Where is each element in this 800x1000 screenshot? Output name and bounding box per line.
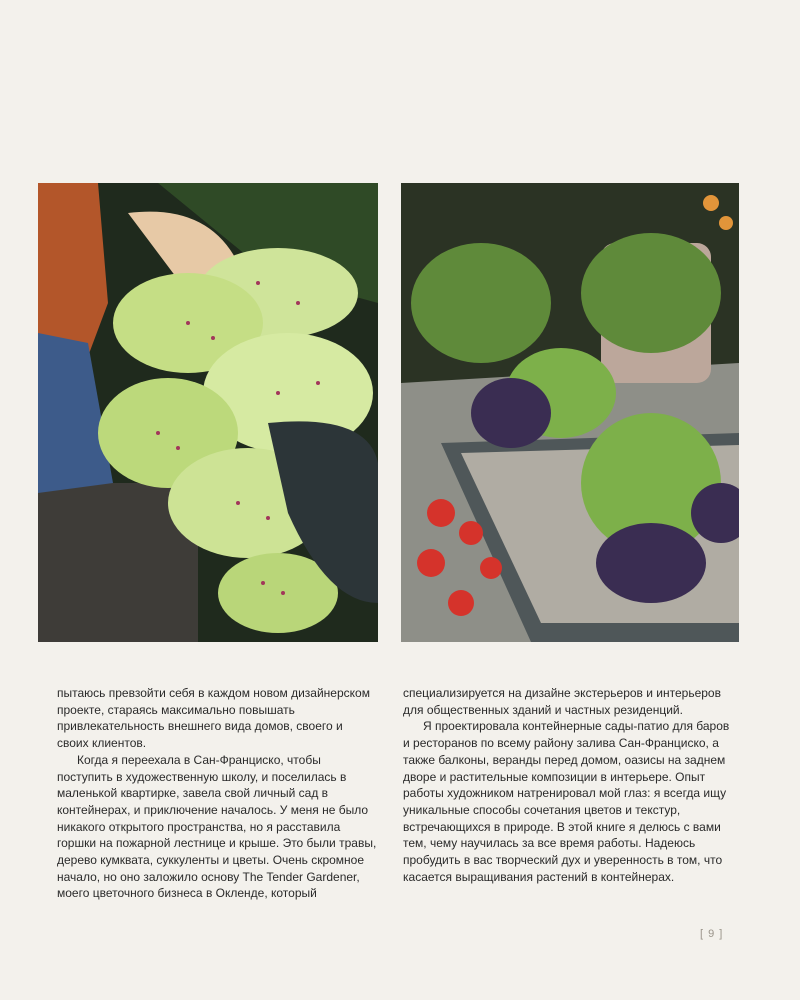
column-left xyxy=(57,685,377,902)
photo-caladium xyxy=(38,183,378,642)
paragraph: специализируется на дизайне экстерьеров и интерьеров для общественных зданий и частных резиденций. xyxy=(403,686,721,717)
paragraph: пытаюсь превзойти себя в каждом новом дизайнерском проекте, стараясь максимально повышать привлекательность внешнего вида домов, своего и своих клиентов. xyxy=(57,686,370,751)
caladium-leaves-icon xyxy=(38,183,378,642)
paragraph: Я проектировала контейнерные сады-патио для баров и ресторанов по всему району залива Сан-Франциско, а также балконы, веранды перед домом, оазисы на заднем дворе и растительные композиции в интерьере. Опыт работы художником натренировал мой глаз: я всегда ищу уникальные способы сочетания цветов и текстур, встречающихся в природе. В этой книге я делюсь с вами тем, чему научилась за все время работы. Надеюсь пробудить в вас творческий дух и уверенность в том, что касается выращивания растений в контейнерах. xyxy=(403,719,730,884)
column-right xyxy=(403,685,739,885)
page-number: [ 9 ] xyxy=(700,928,724,940)
container-garden-icon xyxy=(401,183,739,642)
paragraph: Когда я переехала в Сан-Франциско, чтобы поступить в художественную школу, и поселилась в маленькой квартирке, завела свой личный сад в контейнерах, и приключение началось. У меня не было никакого открытого пространства, но я расставила горшки на пожарной лестнице и крыше. Это были травы, дерево кумквата, суккуленты и цветы. Очень скромное начало, но оно заложило основу The Tender Gardener, моего цветочного бизнеса в Окленде, который xyxy=(57,752,377,901)
photo-container-garden xyxy=(401,183,739,642)
